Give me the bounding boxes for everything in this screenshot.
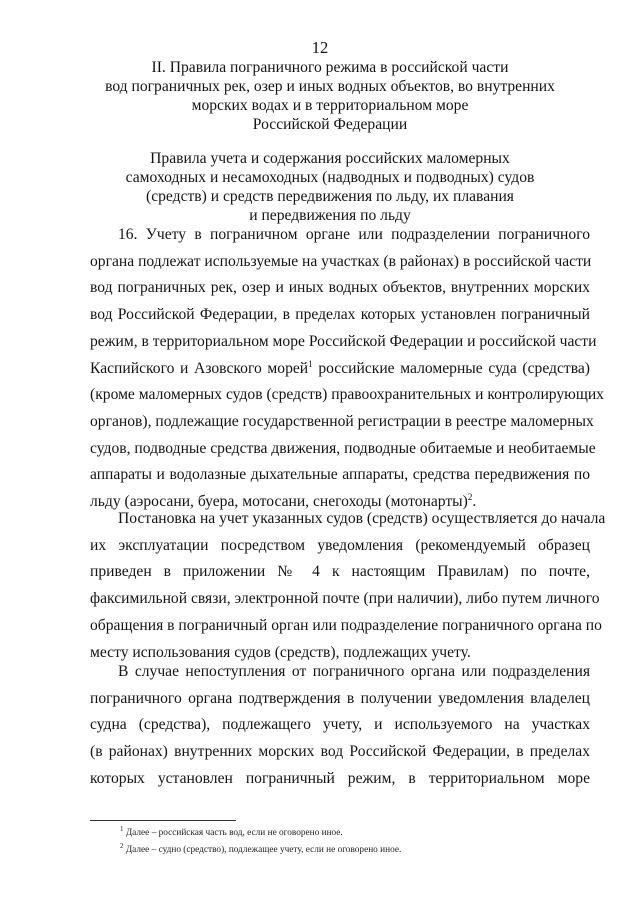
line-text: льду (аэросани, буера, мотосани, снегоходы (мотонарты): [90, 493, 468, 511]
paragraph-line: факсимильной связи, электронной почте (при наличии), либо путем личного: [90, 590, 600, 608]
footnote-ref[interactable]: 2: [467, 492, 473, 503]
section-heading: [60, 58, 600, 134]
line-text: .: [472, 493, 477, 511]
heading-line: вод пограничных рек, озер и иных водных объектов, во внутренних: [105, 78, 555, 95]
heading-line: морских водах и в территориальном море: [191, 97, 469, 114]
line-text: российские маломерные суда (средства): [312, 359, 590, 377]
heading-line: самоходных и несамоходных (надводных и подводных) судов: [125, 169, 535, 186]
heading-line: и передвижения по льду: [249, 207, 411, 224]
paragraph-line: органов), подлежащие государственной регистрации в реестре маломерных: [90, 412, 594, 430]
paragraph-line: [90, 356, 590, 383]
paragraph-nonreceipt: [90, 659, 590, 793]
footnote-2: [120, 840, 580, 857]
paragraph-line: В случае непоступления от пограничного органа или подразделения: [118, 663, 590, 680]
paragraph-line: обращения в пограничный орган или подразделение пограничного органа по: [90, 616, 602, 634]
paragraph-line: режим, в территориальном море Российской Федерации и российской части: [90, 332, 597, 350]
heading-line: (средств) и средств передвижения по льду, их плавания: [146, 188, 514, 205]
page-number: 12: [311, 38, 329, 57]
paragraph-line: Постановка на учет указанных судов (средств) осуществляется до начала: [118, 510, 606, 527]
paragraph-line: (в районах) внутренних морских вод Российской Федерации, в пределах: [90, 743, 590, 761]
paragraph-line: пограничного органа подтверждения в получении уведомления владелец: [90, 689, 590, 707]
footnote-divider: [90, 820, 236, 821]
footnote-1: [120, 823, 580, 840]
heading-line: Правила учета и содержания российских маломерных: [150, 150, 510, 167]
footnotes: [120, 823, 580, 857]
footnote-mark: 2: [120, 842, 124, 851]
footnote-ref[interactable]: 1: [308, 358, 313, 369]
heading-line: Российской Федерации: [252, 116, 408, 133]
paragraph-line: вод Российской Федерации, в пределах которых установлен пограничный: [90, 306, 590, 324]
paragraph-line: которых установлен пограничный режим, в территориальном море: [90, 769, 590, 787]
heading-line: II. Правила пограничного режима в российской части: [151, 59, 509, 76]
paragraph-16: [90, 222, 604, 516]
footnote-mark: 1: [120, 825, 124, 833]
paragraph-registration: [90, 506, 606, 666]
paragraph-line: судна (средства), подлежащего учету, и используемого на участках: [90, 716, 590, 734]
paragraph-line: (кроме маломерных судов (средств) правоохранительных и контролирующих: [90, 386, 604, 404]
subsection-heading: [60, 149, 600, 225]
paragraph-line: органа подлежат используемые на участках (в районах) в российской части: [90, 252, 592, 270]
paragraph-line: аппараты и водолазные дыхательные аппараты, средства передвижения по: [90, 466, 590, 484]
footnote-text: Далее – судно (средство), подлежащее учету, если не оговорено иное.: [123, 845, 402, 856]
paragraph-line: вод пограничных рек, озер и иных водных объектов, внутренних морских: [90, 279, 590, 297]
paragraph-line: 16. Учету в пограничном органе или подразделении пограничного: [118, 226, 590, 243]
paragraph-line: приведен в приложении № 4 к настоящим Правилам) по почте,: [90, 563, 590, 581]
footnote-text: Далее – российская часть вод, если не оговорено иное.: [123, 828, 343, 839]
paragraph-line: месту использования судов (средств), подлежащих учету.: [90, 643, 471, 661]
paragraph-line: судов, подводные средства движения, подводные обитаемые и необитаемые: [90, 439, 596, 457]
line-text: Каспийского и Азовского морей: [90, 359, 309, 377]
paragraph-line: их эксплуатации посредством уведомления (рекомендуемый образец: [90, 536, 590, 554]
